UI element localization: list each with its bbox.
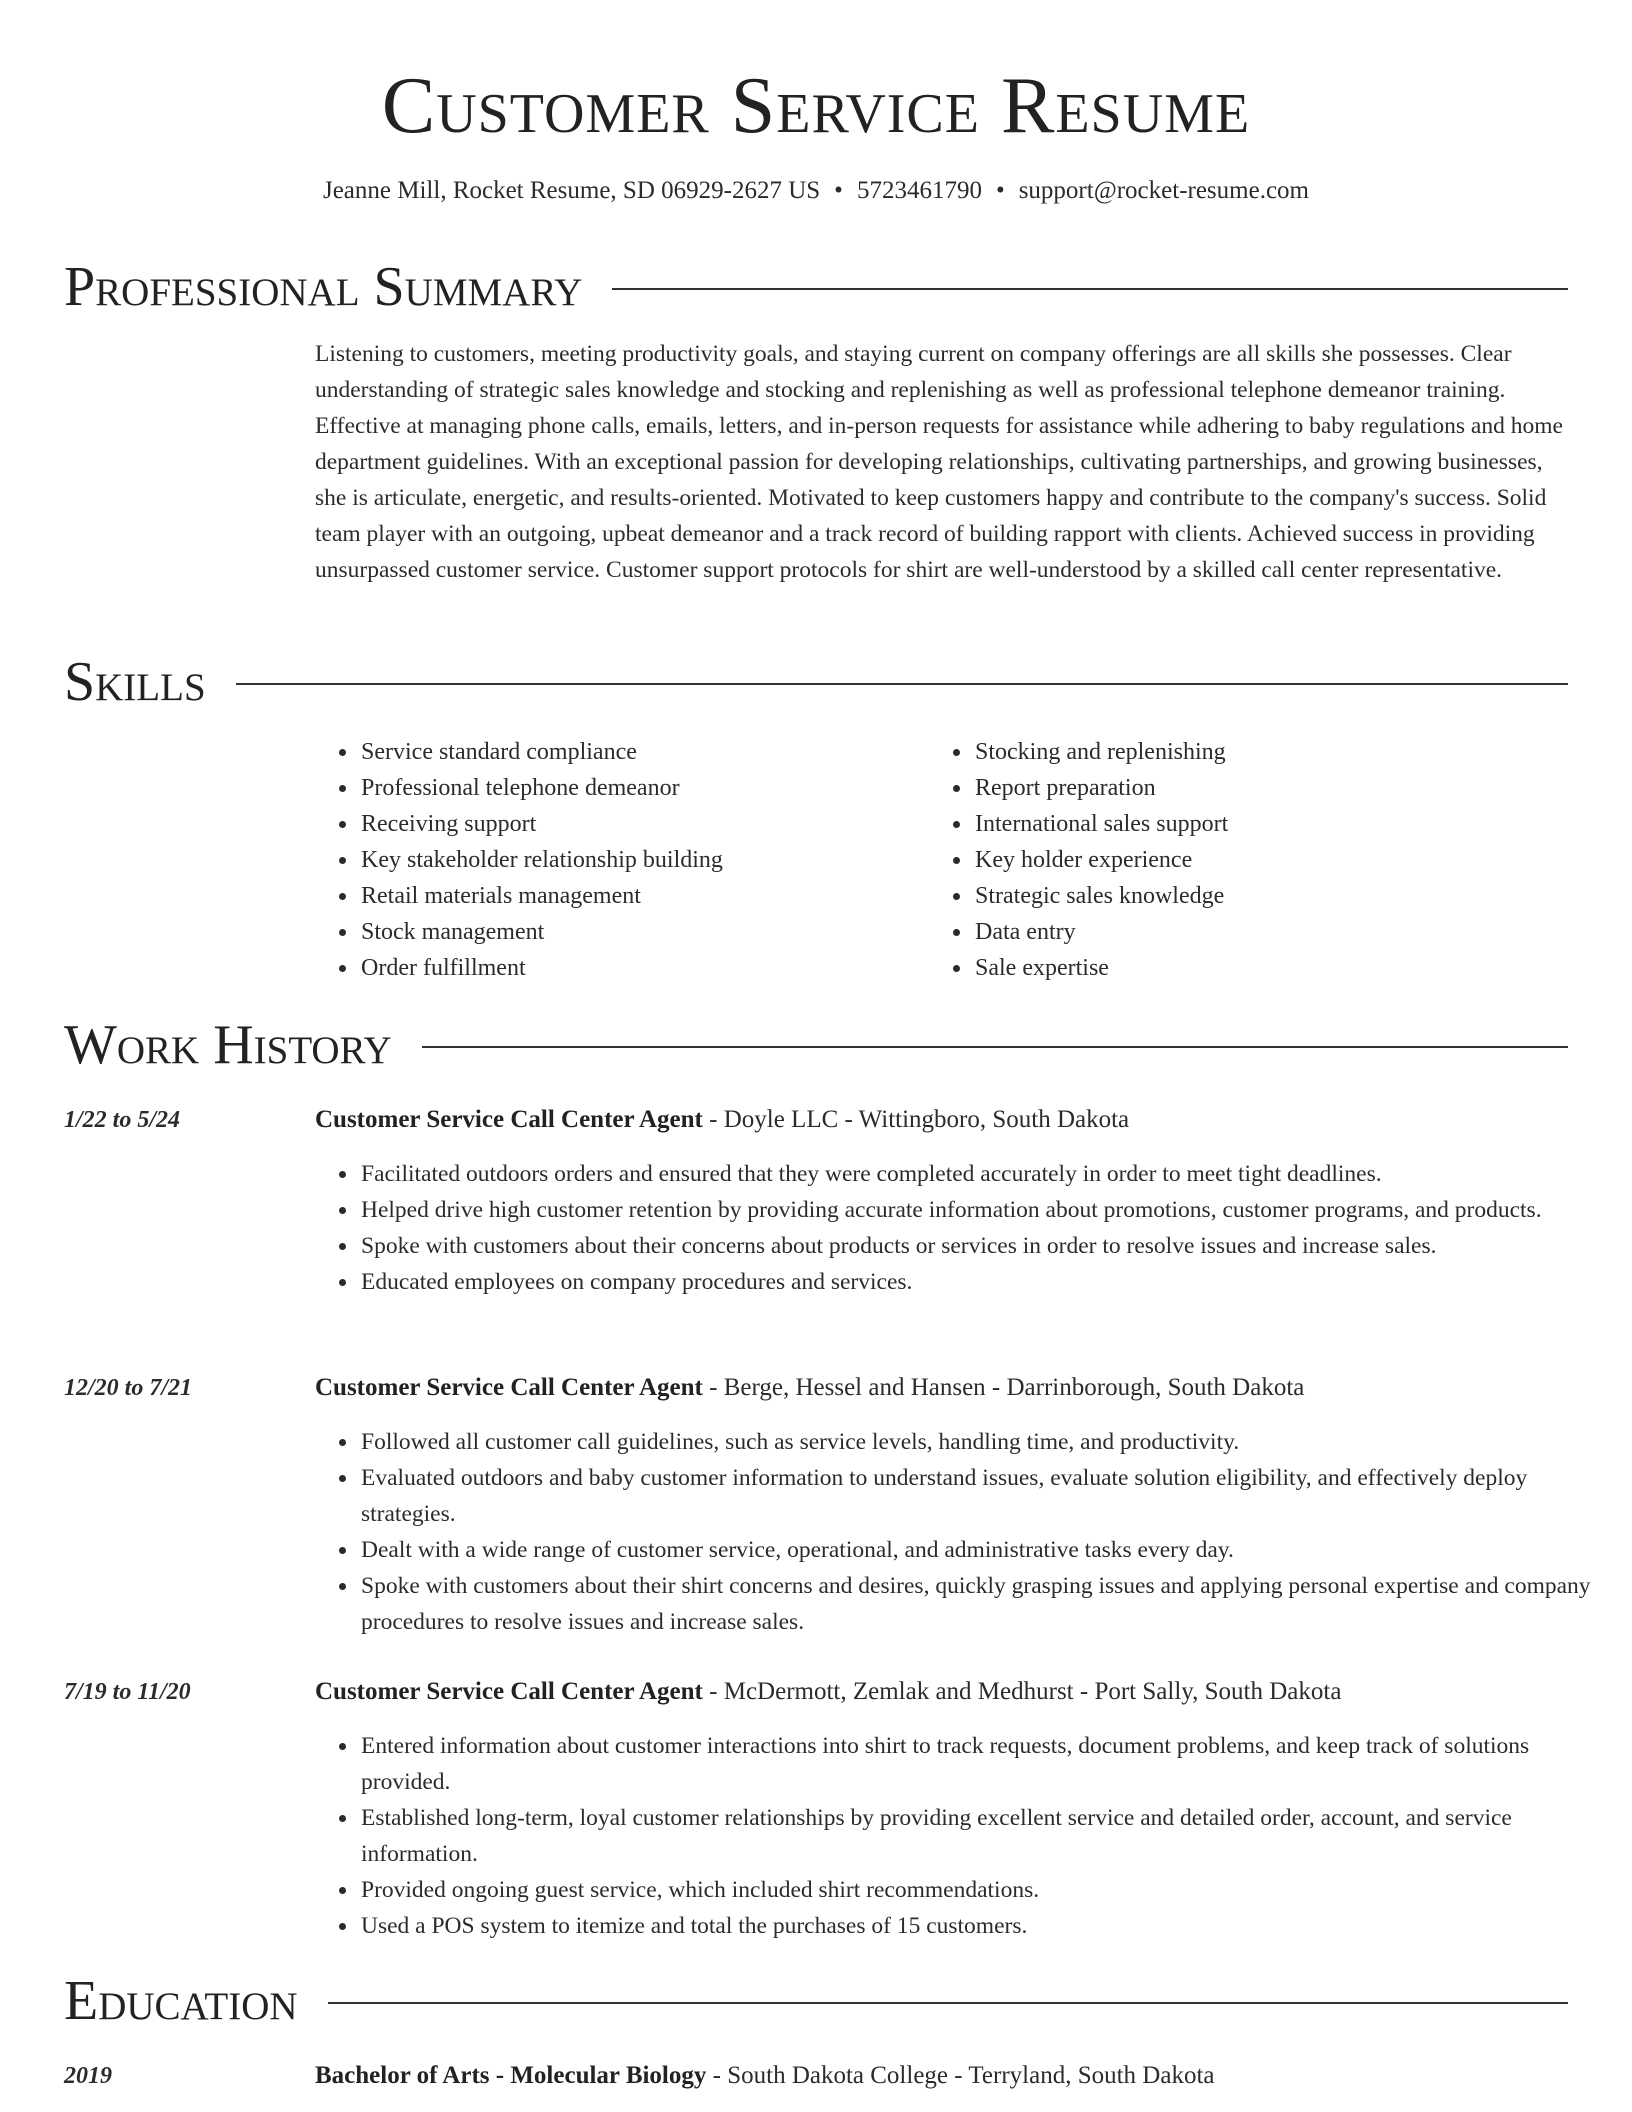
job-bullet: • Dealt with a wide range of customer service, operational, and administrative tasks every day. xyxy=(359,1532,1611,1568)
skill-item: • Professional telephone demeanor xyxy=(359,770,919,806)
job-bullet: • Followed all customer call guidelines, such as service levels, handling time, and productivity. xyxy=(359,1424,1611,1460)
contact-line xyxy=(0,174,1632,208)
job-bullet: • Entered information about customer interactions into shirt to track requests, document problems, and keep track of solutions provided. xyxy=(359,1728,1611,1800)
job-heading xyxy=(315,1370,1304,1406)
job-employer: - Berge, Hessel and Hansen - Darrinborough, South Dakota xyxy=(709,1374,1305,1401)
contact-email[interactable]: support@rocket-resume.com xyxy=(1018,177,1309,204)
skill-item: • Retail materials management xyxy=(359,878,919,914)
skills-list-left xyxy=(315,734,919,986)
job-employer: - McDermott, Zemlak and Medhurst - Port Sally, South Dakota xyxy=(709,1678,1342,1705)
summary-section-header xyxy=(64,252,1568,322)
skill-item: • International sales support xyxy=(973,806,1573,842)
job-bullet: • Established long-term, loyal customer relationships by providing excellent service and detailed order, account, and service information. xyxy=(359,1800,1611,1872)
job-bullet: • Evaluated outdoors and baby customer information to understand issues, evaluate solution eligibility, and effectively deploy strategies. xyxy=(359,1460,1611,1532)
summary-text: Listening to customers, meeting productivity goals, and staying current on company offerings are all skills she possesses. Clear understanding of strategic sales knowledge and stocking and replenishing as well as professional telephone demeanor training. Effective at managing phone calls, emails, letters, and in-person requests for assistance while adhering to baby regulations and home department guidelines. With an exceptional passion for developing relationships, cultivating partnerships, and growing businesses, she is articulate, energetic, and results-oriented. Motivated to keep customers happy and contribute to the company's success. Solid team player with an outgoing, upbeat demeanor and a track record of building rapport with clients. Achieved success in providing unsurpassed customer service. Customer support protocols for shirt are well-understood by a skilled call center representative. xyxy=(315,341,1563,583)
skill-item: • Order fulfillment xyxy=(359,950,919,986)
job-bullet: • Used a POS system to itemize and total the purchases of 15 customers. xyxy=(359,1908,1611,1944)
job-bullet: • Spoke with customers about their concerns about products or services in order to resolve issues and increase sales. xyxy=(359,1228,1611,1264)
skill-item: • Strategic sales knowledge xyxy=(973,878,1573,914)
skills-section-header xyxy=(64,647,1568,717)
job-heading xyxy=(315,1102,1129,1138)
education-heading xyxy=(315,2058,1215,2094)
education-degree: Bachelor of Arts - Molecular Biology xyxy=(315,2062,707,2089)
job-bullet: • Helped drive high customer retention by providing accurate information about promotions, customer programs, and products. xyxy=(359,1192,1611,1228)
job-bullet: • Spoke with customers about their shirt concerns and desires, quickly grasping issues and applying personal expertise and company procedures to resolve issues and increase sales. xyxy=(359,1568,1611,1640)
job-date: 12/20 to 7/21 xyxy=(64,1375,193,1401)
section-divider xyxy=(236,683,1568,685)
education-school: - South Dakota College - Terryland, South Dakota xyxy=(712,2062,1215,2089)
section-divider xyxy=(612,288,1568,290)
skill-item: • Report preparation xyxy=(973,770,1573,806)
contact-phone: 5723461790 xyxy=(856,177,982,204)
section-divider xyxy=(328,2002,1568,2004)
job-bullets xyxy=(315,1424,1611,1640)
education-section-header xyxy=(64,1966,1568,2036)
job-date: 1/22 to 5/24 xyxy=(64,1107,181,1133)
section-divider xyxy=(422,1046,1568,1048)
section-heading-summary: Professional Summary xyxy=(64,256,583,318)
job-heading xyxy=(315,1674,1341,1710)
skill-item: • Service standard compliance xyxy=(359,734,919,770)
skill-item: • Stocking and replenishing xyxy=(973,734,1573,770)
skill-item: • Stock management xyxy=(359,914,919,950)
job-title: Customer Service Call Center Agent xyxy=(315,1678,703,1705)
job-bullets xyxy=(315,1728,1611,1944)
section-heading-skills: Skills xyxy=(64,651,206,713)
section-heading-education: Education xyxy=(64,1970,298,2032)
contact-separator: • xyxy=(995,177,1005,204)
job-bullets xyxy=(315,1156,1611,1300)
job-bullet: • Facilitated outdoors orders and ensured that they were completed accurately in order to meet tight deadlines. xyxy=(359,1156,1611,1192)
contact-address: Jeanne Mill, Rocket Resume, SD 06929-2627 US xyxy=(322,177,821,204)
job-title: Customer Service Call Center Agent xyxy=(315,1374,703,1401)
education-date: 2019 xyxy=(64,2063,112,2089)
skill-item: • Key stakeholder relationship building xyxy=(359,842,919,878)
skill-item: • Sale expertise xyxy=(973,950,1573,986)
work-section-header xyxy=(64,1010,1568,1080)
contact-separator: • xyxy=(834,177,843,204)
job-date: 7/19 to 11/20 xyxy=(64,1679,191,1705)
job-bullet: • Educated employees on company procedures and services. xyxy=(359,1264,1611,1300)
section-heading-work: Work History xyxy=(64,1014,392,1076)
skill-item: • Data entry xyxy=(973,914,1573,950)
skill-item: • Receiving support xyxy=(359,806,919,842)
skills-list-right xyxy=(929,734,1573,986)
skill-item: • Key holder experience xyxy=(973,842,1573,878)
job-title: Customer Service Call Center Agent xyxy=(315,1106,703,1133)
job-bullet: • Provided ongoing guest service, which included shirt recommendations. xyxy=(359,1872,1611,1908)
resume-title: Customer Service Resume xyxy=(381,62,1251,150)
job-employer: - Doyle LLC - Wittingboro, South Dakota xyxy=(709,1106,1130,1133)
